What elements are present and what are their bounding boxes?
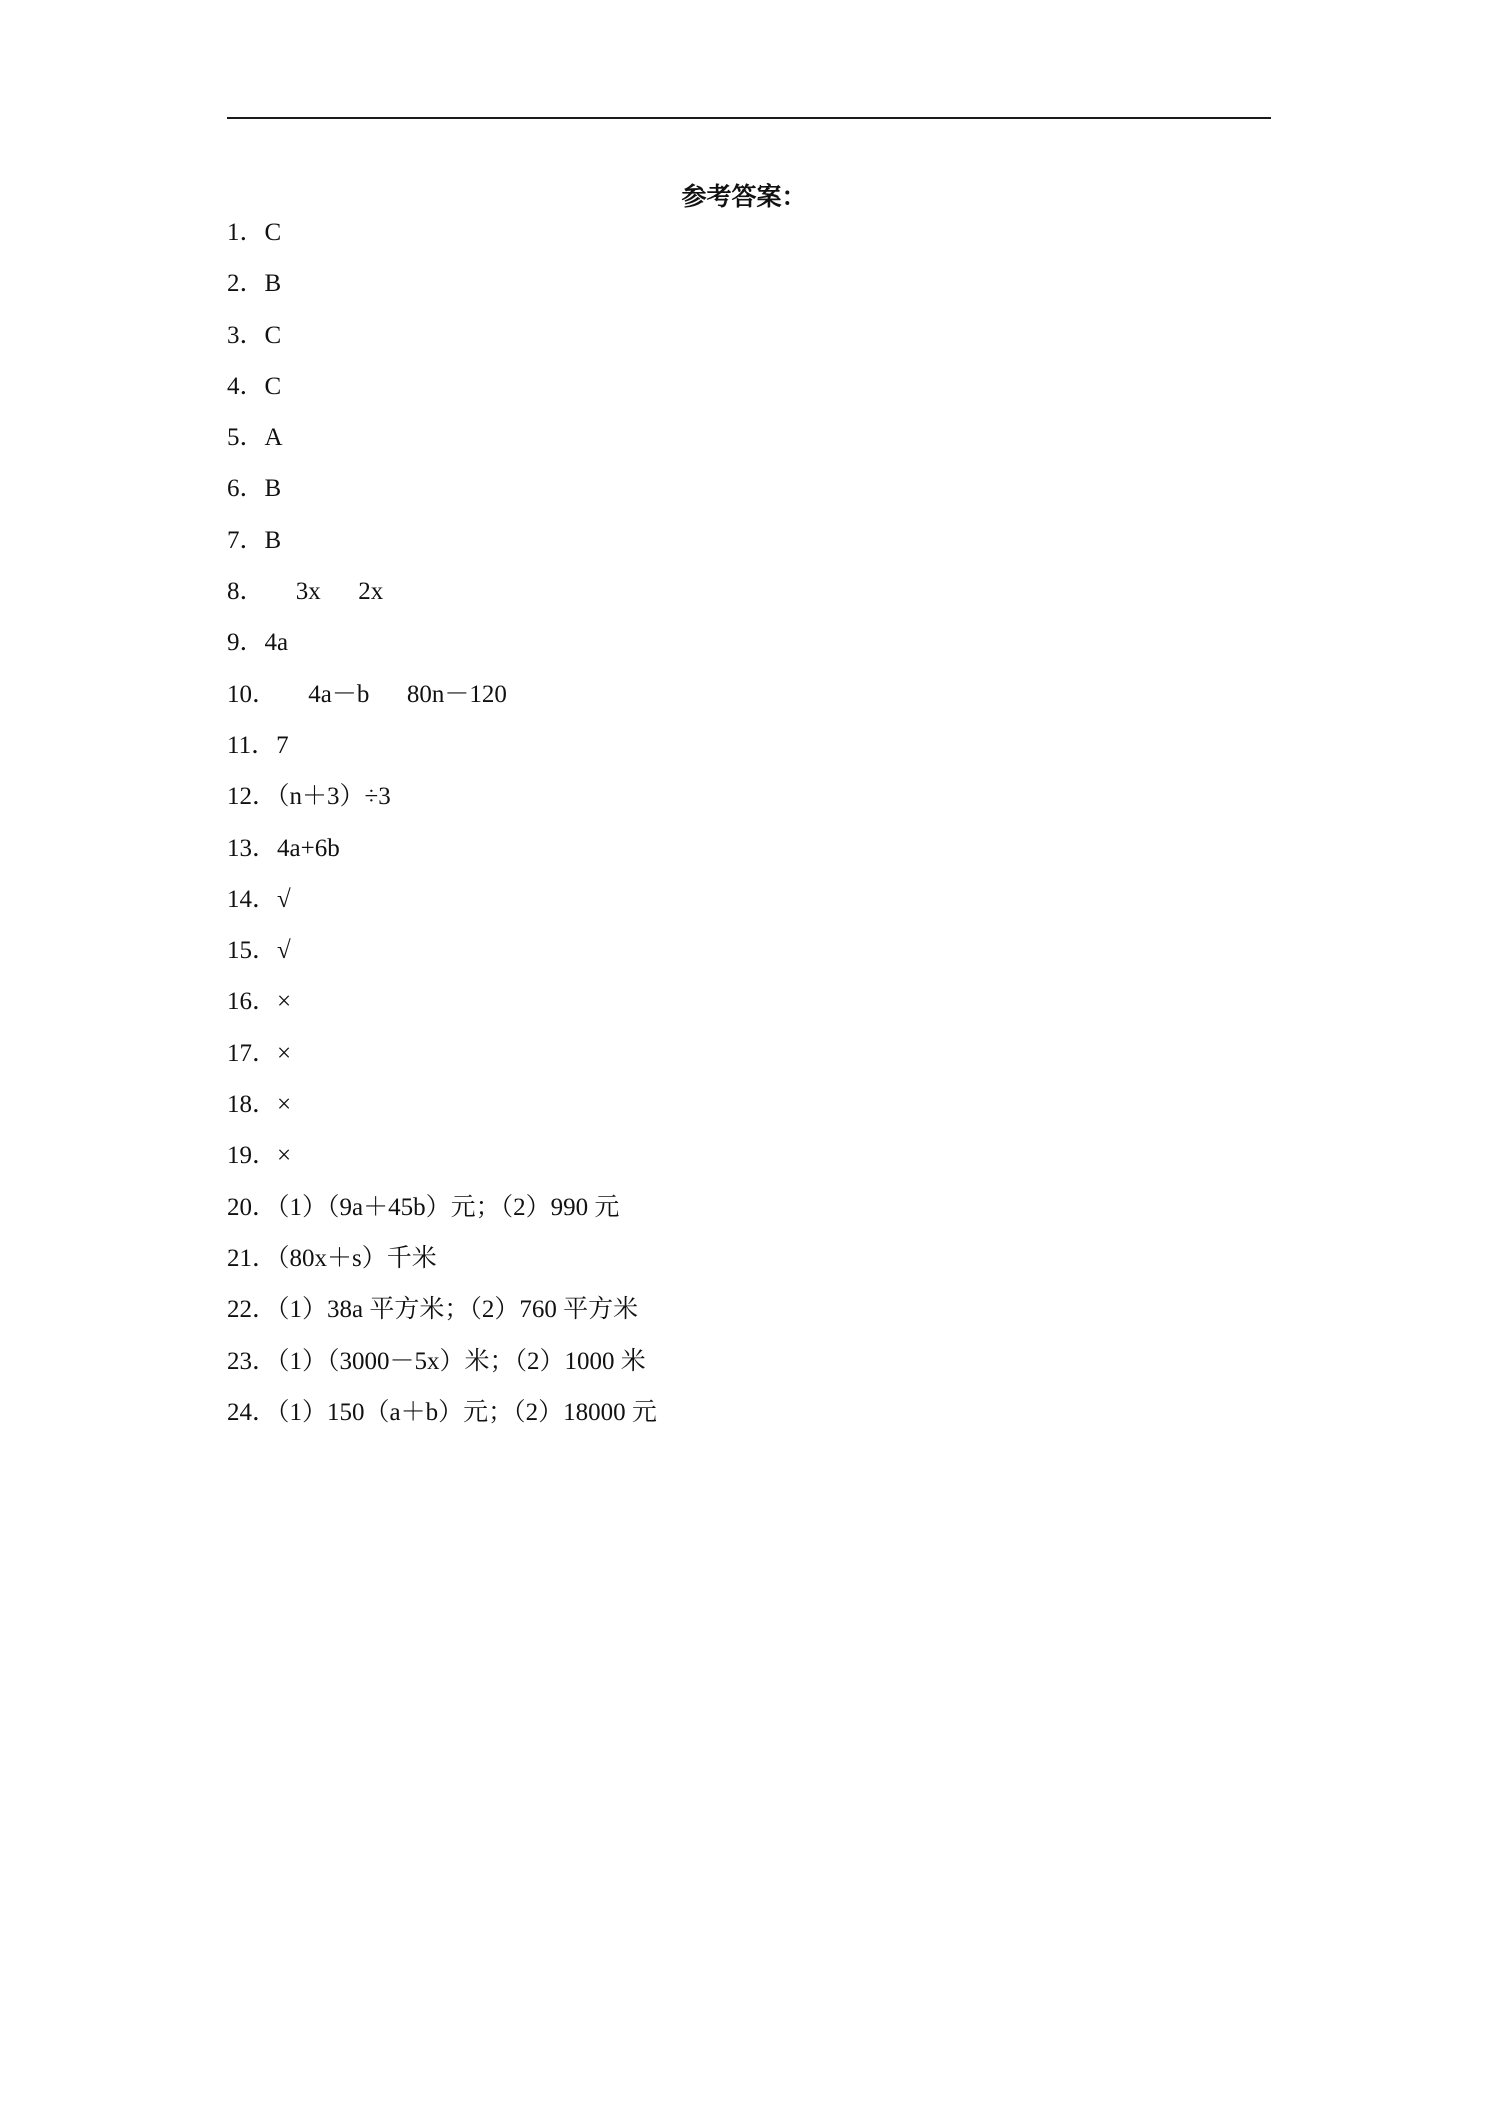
- page-title: 参考答案：: [681, 184, 807, 211]
- answer-text: √: [277, 937, 291, 965]
- answer-text: （1）（3000－5x）米；（2）1000 米: [277, 1347, 646, 1375]
- answer-item: [227, 1139, 657, 1190]
- answer-number: 14．: [227, 885, 278, 913]
- answer-item: [227, 1242, 657, 1293]
- answer-item: [227, 319, 657, 370]
- answer-text: C: [264, 372, 282, 400]
- header-rule: [227, 117, 1271, 119]
- answer-item: [227, 1037, 657, 1088]
- answer-text: （80x＋s）千米: [277, 1244, 437, 1272]
- answer-text: B: [264, 526, 282, 554]
- answer-number: 16．: [227, 988, 278, 1016]
- answer-number: 7．: [227, 526, 265, 554]
- answer-item: [227, 267, 657, 318]
- answer-number: 8．: [227, 578, 265, 606]
- answer-number: 21．: [227, 1244, 278, 1272]
- answer-number: 2．: [227, 270, 265, 298]
- answer-number: 6．: [227, 475, 265, 503]
- answer-text: （1）38a 平方米；（2）760 平方米: [277, 1296, 639, 1324]
- answer-item: [227, 472, 657, 523]
- answer-item: [227, 575, 657, 626]
- answer-list: [227, 216, 657, 1447]
- answer-number: 13．: [227, 834, 278, 862]
- answer-item: [227, 216, 657, 267]
- answer-item: [227, 883, 657, 934]
- answer-item: [227, 370, 657, 421]
- answer-text: ×: [277, 1142, 292, 1170]
- answer-text: （1）150（a＋b）元；（2）18000 元: [277, 1398, 657, 1426]
- answer-item: [227, 1293, 657, 1344]
- answer-number: 11．: [227, 731, 277, 759]
- answer-number: 10．: [227, 680, 278, 708]
- answer-text: 4a－b 80n－120: [277, 680, 507, 708]
- answer-number: 20．: [227, 1193, 278, 1221]
- answer-text: B: [264, 270, 282, 298]
- answer-number: 9．: [227, 629, 265, 657]
- answer-item: [227, 729, 657, 780]
- answer-text: ×: [277, 1039, 292, 1067]
- answer-text: √: [277, 885, 291, 913]
- answer-number: 15．: [227, 937, 278, 965]
- answer-text: ×: [277, 1091, 292, 1119]
- answer-number: 19．: [227, 1142, 278, 1170]
- answer-item: [227, 421, 657, 472]
- answer-number: 3．: [227, 321, 265, 349]
- answer-text: （1）（9a＋45b）元；（2）990 元: [277, 1193, 620, 1221]
- answer-item: [227, 780, 657, 831]
- answer-text: ×: [277, 988, 292, 1016]
- answer-item: [227, 1396, 657, 1447]
- answer-number: 1．: [227, 219, 265, 246]
- answer-text: C: [264, 321, 282, 349]
- answer-text: A: [264, 424, 283, 452]
- answer-item: [227, 678, 657, 729]
- answer-text: 3x 2x: [264, 578, 384, 606]
- answer-text: C: [264, 219, 282, 246]
- answer-text: （n＋3）÷3: [277, 783, 391, 811]
- answer-item: [227, 832, 657, 883]
- answer-item: [227, 1345, 657, 1396]
- answer-number: 12．: [227, 783, 278, 811]
- answer-number: 18．: [227, 1091, 278, 1119]
- answer-text: 4a+6b: [277, 834, 340, 862]
- answer-text: 7: [276, 731, 289, 759]
- answer-item: [227, 934, 657, 985]
- answer-number: 22．: [227, 1296, 278, 1324]
- answer-number: 24．: [227, 1398, 278, 1426]
- answer-item: [227, 524, 657, 575]
- answer-number: 23．: [227, 1347, 278, 1375]
- answer-text: 4a: [264, 629, 289, 657]
- answer-item: [227, 985, 657, 1036]
- answer-number: 5．: [227, 424, 265, 452]
- answer-number: 17．: [227, 1039, 278, 1067]
- answer-item: [227, 1191, 657, 1242]
- answer-text: B: [264, 475, 282, 503]
- answer-item: [227, 626, 657, 677]
- answer-item: [227, 1088, 657, 1139]
- answer-number: 4．: [227, 372, 265, 400]
